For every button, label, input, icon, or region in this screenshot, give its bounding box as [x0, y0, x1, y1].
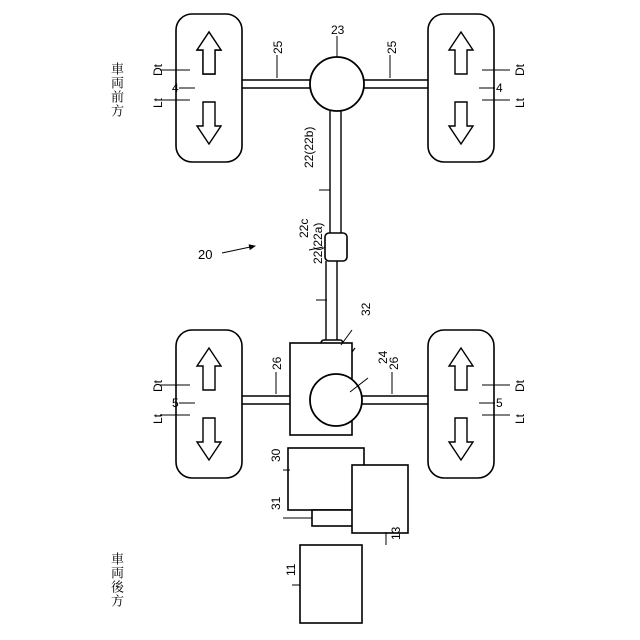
label-dt-front-right: Dt	[513, 64, 527, 76]
label-vehicle-front: 車両前方	[109, 62, 124, 118]
ref-22b: 22(22b)	[302, 126, 316, 168]
coupling	[312, 510, 354, 526]
transmission	[352, 465, 408, 533]
ref-25-left: 25	[271, 40, 285, 54]
propshaft-lower	[326, 261, 337, 340]
ref-30: 30	[269, 448, 283, 462]
ref-32: 32	[359, 302, 373, 316]
leader-20	[222, 246, 255, 253]
label-lt-rear-left: Lt	[151, 413, 165, 424]
front-differential	[310, 57, 364, 111]
ref-13: 13	[389, 526, 403, 540]
arrow-down-front-left	[197, 102, 221, 144]
ref-4-left: 4	[172, 81, 179, 95]
label-dt-front-left: Dt	[151, 64, 165, 76]
propshaft-upper	[330, 111, 341, 233]
ref-26-left: 26	[270, 356, 284, 370]
ref-23: 23	[331, 23, 345, 37]
ref-31: 31	[269, 496, 283, 510]
ref-20: 20	[198, 247, 213, 262]
ref-4-right: 4	[496, 81, 503, 95]
ref-22c: 22c	[297, 218, 311, 238]
ref-5-right: 5	[496, 396, 503, 410]
arrow-down-front-right	[449, 102, 473, 144]
arrow-up-rear-right	[449, 348, 473, 390]
ref-11: 11	[284, 563, 298, 576]
ref-25-right: 25	[385, 40, 399, 54]
engine	[300, 545, 362, 623]
axle-rear-right	[358, 396, 428, 404]
arrow-down-rear-right	[449, 418, 473, 460]
rear-differential	[310, 374, 362, 426]
arrow-up-rear-left	[197, 348, 221, 390]
ref-26-right: 26	[387, 356, 401, 370]
label-lt-front-left: Lt	[151, 97, 165, 108]
label-lt-front-right: Lt	[513, 97, 527, 108]
label-lt-rear-right: Lt	[513, 413, 527, 424]
propshaft-joint	[325, 233, 347, 261]
label-vehicle-rear: 車両後方	[109, 552, 124, 608]
arrow-down-rear-left	[197, 418, 221, 460]
label-dt-rear-right: Dt	[513, 380, 527, 392]
ref-22a: 22(22a)	[311, 222, 325, 264]
ref-5-left: 5	[172, 396, 179, 410]
axle-front-right	[360, 80, 428, 88]
ref-24: 24	[376, 350, 390, 364]
axle-front-left	[242, 80, 315, 88]
arrow-up-front-right	[449, 32, 473, 74]
label-dt-rear-left: Dt	[151, 380, 165, 392]
